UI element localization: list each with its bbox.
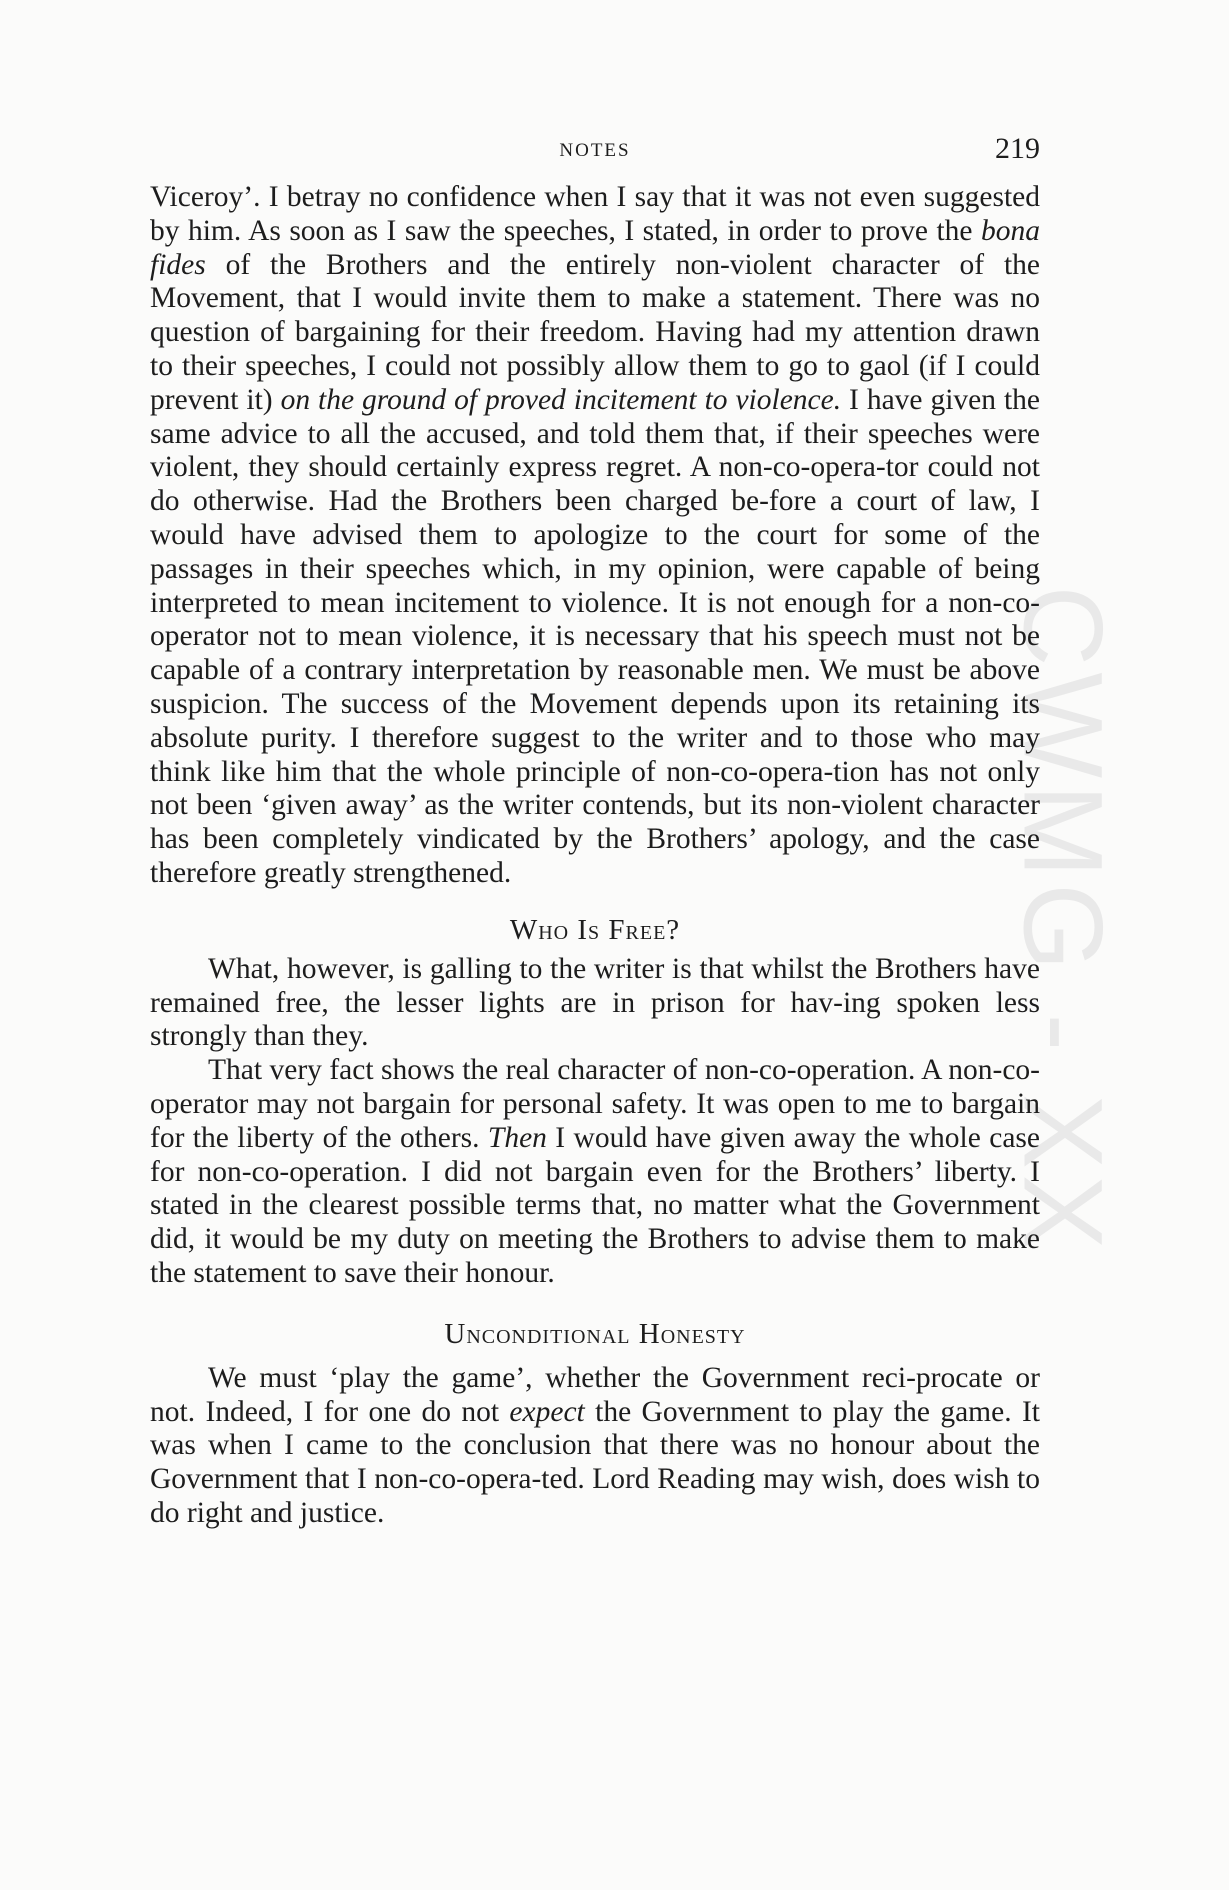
paragraph-4-text-c: the Government to play the game. It was when I came to the conclusion that there was no honour about the Government that I non-co-opera-ted. Lord Reading may wish, does wish to do right and justice. — [150, 1395, 1040, 1529]
paragraph-1-italic-incitement: on the ground of proved incitement to violence. — [280, 383, 842, 416]
paragraph-2: What, however, is galling to the writer is that whilst the Brothers have remained free, the lesser lights are in prison for hav-ing spoken less strongly than they. — [150, 952, 1040, 1053]
page-number: 219 — [995, 132, 1040, 165]
paragraph-3-text-a: That very fact shows the real character of non-co-operation. A non-co-operator may not bargain for personal safety. It was open to me to bargain for the liberty of the others. — [150, 1054, 1040, 1154]
watermark-text: CWMG - XX — [1000, 585, 1126, 1255]
section-heading-unconditional-honesty: Unconditional Honesty — [444, 1317, 746, 1350]
paragraph-3-italic-then: Then — [487, 1121, 547, 1154]
paragraph-1 — [150, 181, 1040, 891]
paragraph-4-text-a: We must ‘play the game’, whether the Government reci-procate or not. Indeed, I for one do not — [150, 1361, 1040, 1428]
paragraph-1-text-c: of the Brothers and the entirely non-violent character of the Movement, that I would invite them to make a statement. There was no question of bargaining for their freedom. Having had my attention drawn to their speeches, I could not possibly allow them to go to gaol (if I could prevent it) — [150, 248, 1040, 416]
paragraph-3 — [150, 1054, 1040, 1291]
running-head — [150, 132, 1040, 168]
paragraph-4 — [150, 1362, 1040, 1531]
paragraph-1-text-a: Viceroy’. I betray no confidence when I say that it was not even suggested by him. As soon as I saw the speeches, I stated, in order to prove the — [150, 181, 1040, 247]
section-heading-who-is-free: Who Is Free? — [509, 913, 681, 946]
paragraph-1-text-e: I have given the same advice to all the accused, and told them that, if their speeches were violent, they should certainly express regret. A non-co-opera-tor could not do otherwise. Had the Brothers been charged be-fore a court of law, I would have advised them to apologize to the court for some of the passages in their speeches which, in my opinion, were capable of being interpreted to mean incitement to violence. It is not enough for a non-co-operator not to mean violence, it is necessary that his speech must not be capable of a contrary interpretation by reasonable men. We must be above suspicion. The success of the Movement depends upon its retaining its absolute purity. I therefore suggest to the writer and to those who may think like him that the whole principle of non-co-opera-tion has not only not been ‘given away’ as the writer contends, but its non-violent character has been completely vindicated by the Brothers’ apology, and the case therefore greatly strengthened. — [150, 383, 1040, 889]
paragraph-4-italic-expect: expect — [509, 1395, 585, 1428]
body-text — [150, 181, 1040, 1531]
paragraph-3-text-c: I would have given away the whole case for non-co-operation. I did not bargain even for the Brothers’ liberty. I stated in the clearest possible terms that, no matter what the Government did, it would be my duty on meeting the Brothers to advise them to make the statement to save their honour. — [150, 1121, 1041, 1289]
running-title: NOTES — [559, 140, 631, 161]
paragraph-1-italic-bona-fides: bona fides — [150, 214, 1040, 281]
